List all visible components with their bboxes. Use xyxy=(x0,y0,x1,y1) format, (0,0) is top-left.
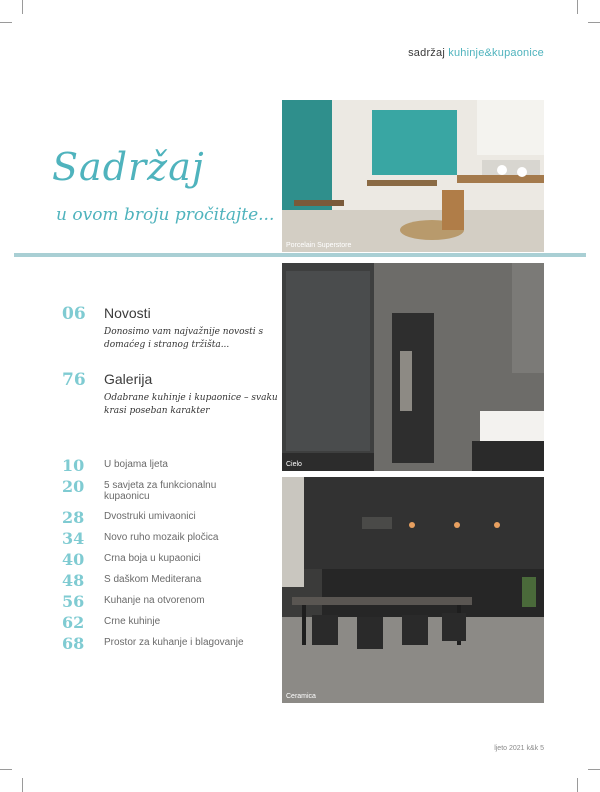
toc-number: 10 xyxy=(62,456,85,475)
photo-caption: Porcelain Superstore xyxy=(286,242,352,249)
toc-label: Dvostruki umivaonici xyxy=(104,511,196,522)
feature-number: 76 xyxy=(62,370,86,390)
page-footer: ljeto 2021 k&k 5 xyxy=(494,745,544,752)
teal-kitchen-illustration xyxy=(282,100,544,252)
toc-item[interactable] xyxy=(62,634,262,666)
toc-number: 56 xyxy=(62,592,85,611)
toc-number: 62 xyxy=(62,613,85,632)
toc-label: Prostor za kuhanje i blagovanje xyxy=(104,637,244,648)
toc-label: U bojama ljeta xyxy=(104,459,168,470)
crop-mark xyxy=(22,0,23,14)
toc-number: 40 xyxy=(62,550,85,569)
crop-mark xyxy=(588,22,600,23)
bathroom-illustration xyxy=(282,263,544,471)
toc-item[interactable] xyxy=(62,550,262,571)
photo-caption: Ceramica xyxy=(286,693,316,700)
feature-number: 06 xyxy=(62,304,86,324)
photo-caption: Cielo xyxy=(286,461,302,468)
toc-label: Crna boja u kupaonici xyxy=(104,553,201,564)
kitchen-illustration xyxy=(282,477,544,703)
feature-heading: Novosti xyxy=(104,305,151,321)
toc-item[interactable] xyxy=(62,529,262,550)
feature-description: Donosimo vam najvažnije novosti s domaćeg i stranog tržišta... xyxy=(104,327,264,350)
crop-mark xyxy=(588,769,600,770)
crop-mark xyxy=(0,22,12,23)
toc-label: Novo ruho mozaik pločica xyxy=(104,532,219,543)
crop-mark xyxy=(577,778,578,792)
page-title: Sadržaj xyxy=(52,145,205,189)
middle-photo xyxy=(282,263,544,471)
feature-description: Odabrane kuhinje i kupaonice – svaku krasi poseban karakter xyxy=(104,393,278,416)
toc-item[interactable] xyxy=(62,613,262,634)
toc-number: 34 xyxy=(62,529,85,548)
page-subtitle: u ovom broju pročitajte... xyxy=(56,205,275,225)
toc-item[interactable] xyxy=(62,508,262,529)
toc-number: 48 xyxy=(62,571,85,590)
toc-number: 20 xyxy=(62,477,85,496)
toc-label: Kuhanje na otvorenom xyxy=(104,595,205,606)
header-section: sadržaj xyxy=(408,47,445,59)
feature-heading: Galerija xyxy=(104,371,153,387)
bottom-photo xyxy=(282,477,544,703)
toc-item[interactable] xyxy=(62,571,262,592)
toc-number: 28 xyxy=(62,508,85,527)
toc-list xyxy=(62,456,262,666)
header-magazine: kuhinje&kupaonice xyxy=(448,47,544,59)
toc-number: 68 xyxy=(62,634,85,653)
running-header xyxy=(408,47,544,59)
toc-label: S daškom Mediterana xyxy=(104,574,202,585)
crop-mark xyxy=(0,769,12,770)
header-divider xyxy=(14,253,586,257)
crop-mark xyxy=(22,778,23,792)
toc-item[interactable] xyxy=(62,456,262,477)
toc-label: 5 savjeta za funkcionalnu kupaonicu xyxy=(104,480,217,502)
top-photo xyxy=(282,100,544,252)
toc-label: Crne kuhinje xyxy=(104,616,161,627)
toc-item[interactable] xyxy=(62,592,262,613)
crop-mark xyxy=(577,0,578,14)
toc-item[interactable] xyxy=(62,477,262,508)
